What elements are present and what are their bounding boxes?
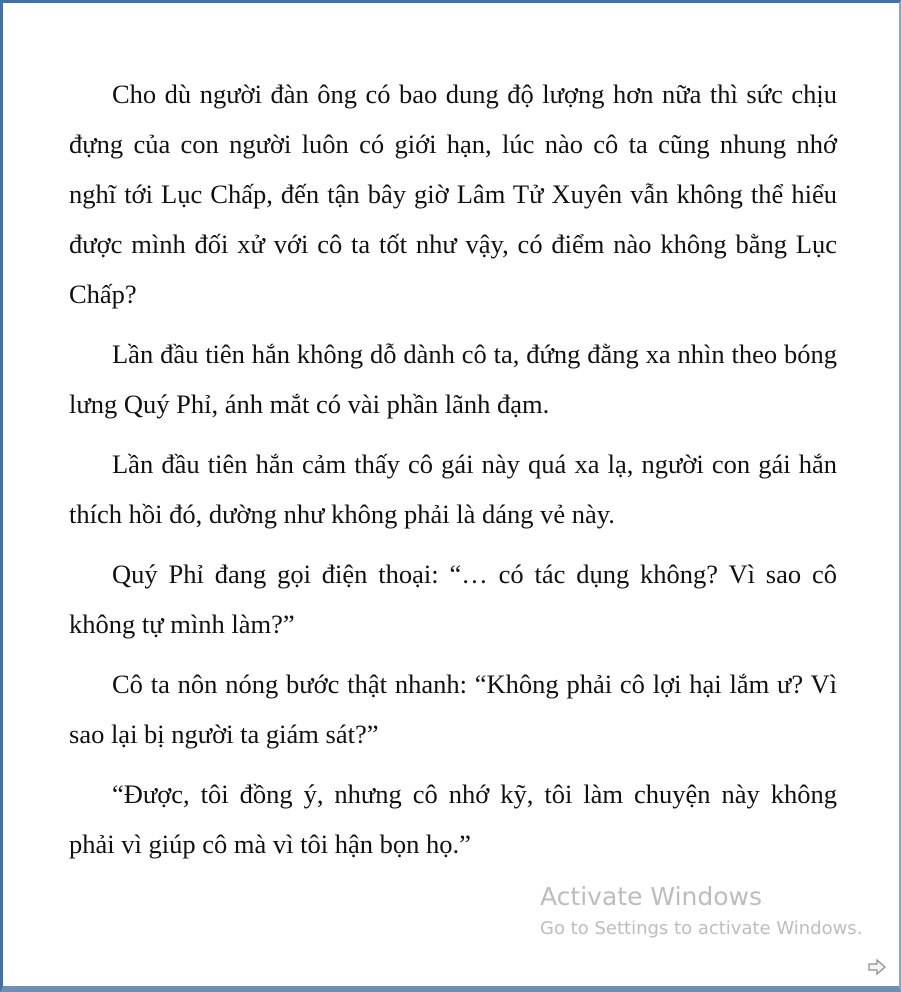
paragraph-5: Cô ta nôn nóng bước thật nhanh: “Không phải cô lợi hại lắm ư? Vì sao lại bị người ta giám sát?”: [69, 669, 837, 749]
paragraph-2: Lần đầu tiên hắn không dỗ dành cô ta, đứng đằng xa nhìn theo bóng lưng Quý Phỉ, ánh mắt có vài phần lãnh đạm.: [69, 339, 837, 419]
watermark-subtitle[interactable]: Go to Settings to activate Windows.: [540, 918, 863, 939]
activation-watermark: [540, 880, 862, 944]
next-page-arrow-glyph: [867, 958, 887, 976]
paragraph-6: “Được, tôi đồng ý, nhưng cô nhớ kỹ, tôi làm chuyện này không phải vì giúp cô mà vì tôi hận bọn họ.”: [69, 779, 837, 859]
watermark-title: Activate Windows: [540, 882, 762, 911]
paragraph-1: Cho dù người đàn ông có bao dung độ lượng hơn nữa thì sức chịu đựng của con người luôn có giới hạn, lúc nào cô ta cũng nhung nhớ nghĩ tới Lục Chấp, đến tận bây giờ Lâm Tử Xuyên vẫn không thể hiểu được mình đối xử với cô ta tốt như vậy, có điểm nào không bằng Lục Chấp?: [69, 79, 837, 309]
paragraph-3: Lần đầu tiên hắn cảm thấy cô gái này quá xa lạ, người con gái hắn thích hồi đó, dường như không phải là dáng vẻ này.: [69, 449, 837, 529]
paragraph-4: Quý Phỉ đang gọi điện thoại: “… có tác dụng không? Vì sao cô không tự mình làm?”: [69, 559, 837, 639]
next-page-arrow-icon[interactable]: [867, 958, 887, 976]
document-body: [69, 69, 837, 879]
